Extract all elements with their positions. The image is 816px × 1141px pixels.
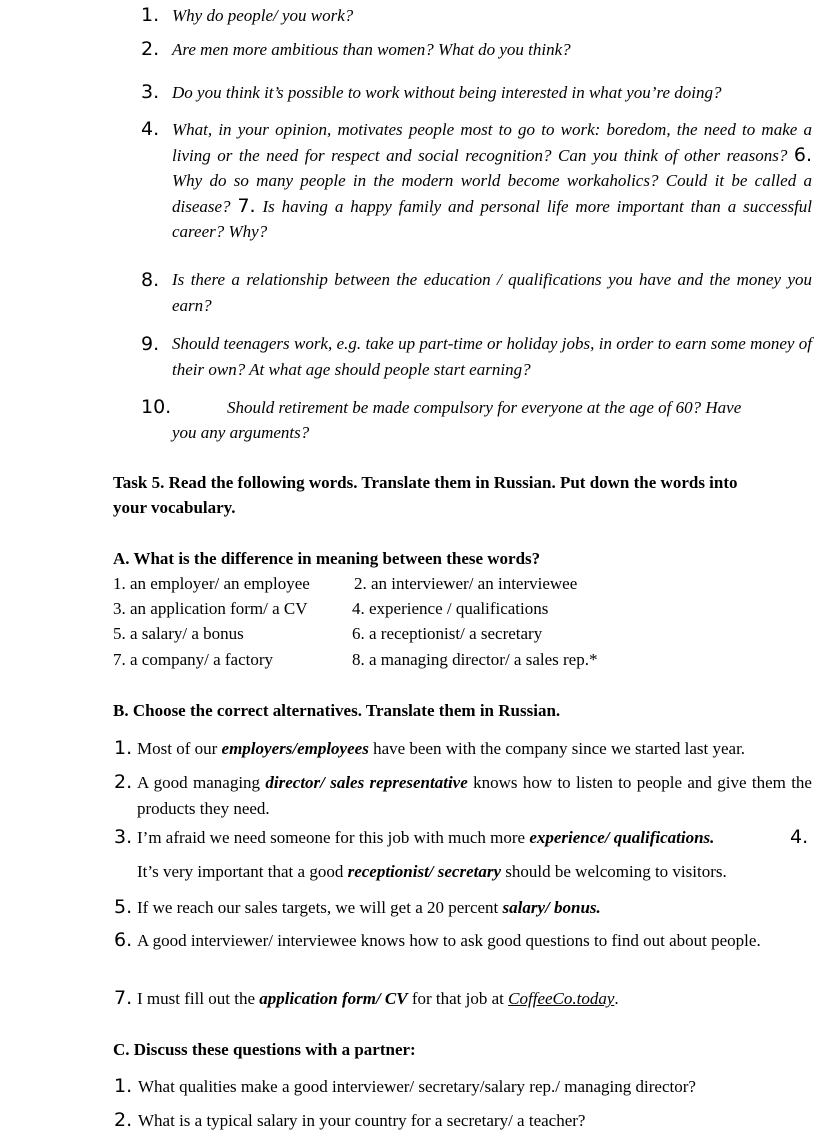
- choice-words: application form/ CV: [259, 989, 408, 1008]
- item-text: I’m afraid we need someone for this job with much more: [137, 828, 530, 847]
- task5-heading-cont: your vocabulary.: [113, 498, 236, 517]
- discussion-question: What qualities make a good interviewer/ secretary/salary rep./ managing director?: [138, 1077, 696, 1096]
- question-text: Should teenagers work, e.g. take up part-time or holiday jobs, in order to earn some money of their own? At what age should people start earning?: [172, 334, 812, 379]
- exercise-item: [137, 898, 601, 918]
- question-number: 1.: [141, 4, 160, 26]
- question-number: 6.: [793, 143, 813, 166]
- question-text: Do you think it’s possible to work without being interested in what you’re doing?: [172, 83, 722, 102]
- choice-words: experience/ qualifications.: [529, 828, 715, 847]
- item-number: 3.: [114, 826, 133, 848]
- item-number: 1.: [114, 737, 133, 759]
- question-number: 9.: [141, 333, 160, 355]
- item-text: .: [614, 989, 619, 1008]
- item-number: 6.: [114, 929, 133, 951]
- exercise-item: [137, 736, 812, 762]
- item-text: for that job at: [407, 989, 509, 1008]
- exercise-item: [137, 770, 812, 822]
- section-c-heading: C. Discuss these questions with a partner:: [113, 1040, 416, 1059]
- item-number: 4.: [790, 826, 809, 848]
- question-number: 7.: [237, 194, 256, 217]
- exercise-item: [137, 828, 714, 848]
- coffeeco-link[interactable]: CoffeeCo.today: [508, 989, 615, 1008]
- question-number: 10.: [141, 396, 172, 418]
- item-text: If we reach our sales targets, we will get a 20 percent: [137, 898, 503, 917]
- item-number: 5.: [114, 896, 133, 918]
- item-text: I must fill out the: [137, 989, 260, 1008]
- section-b-heading: B. Choose the correct alternatives. Translate them in Russian.: [113, 701, 561, 720]
- item-number: 1.: [114, 1075, 133, 1097]
- exercise-item: A good interviewer/ interviewee knows how to ask good questions to find out about people.: [137, 931, 761, 950]
- exercise-item: [137, 989, 619, 1009]
- question-number: 4.: [141, 118, 160, 140]
- question-number: 8.: [141, 269, 160, 291]
- word-pair: 3. an application form/ a CV: [113, 599, 308, 618]
- choice-words: employers/employees: [221, 739, 369, 758]
- question-number: 2.: [141, 38, 160, 60]
- question-text: Is having a happy family and personal life more important than a successful career? Why?: [172, 196, 813, 241]
- word-pair: 4. experience / qualifications: [352, 599, 549, 618]
- word-pair: 2. an interviewer/ an interviewee: [354, 574, 578, 593]
- choice-words: director/ sales representative: [265, 773, 468, 792]
- question-text: Should retirement be made compulsory for everyone at the age of 60? Have: [227, 398, 742, 417]
- question-text: Is there a relationship between the education / qualifications you have and the money you earn?: [172, 270, 812, 315]
- item-text: Most of our: [137, 739, 222, 758]
- discussion-question: What is a typical salary in your country for a secretary/ a teacher?: [138, 1111, 586, 1130]
- item-number: 2.: [114, 1109, 133, 1131]
- word-pair: 6. a receptionist/ a secretary: [352, 624, 543, 643]
- word-pair: 5. a salary/ a bonus: [113, 624, 244, 643]
- choice-words: salary/ bonus.: [502, 898, 601, 917]
- item-text: It’s very important that a good: [137, 862, 348, 881]
- question-text: Why do people/ you work?: [172, 6, 354, 25]
- word-pair: 7. a company/ a factory: [113, 650, 274, 669]
- item-text: A good managing: [137, 773, 266, 792]
- item-number: 2.: [114, 771, 133, 793]
- item-text: should be welcoming to visitors.: [501, 862, 727, 881]
- choice-words: receptionist/ secretary: [347, 862, 502, 881]
- question-block-4-7: [172, 117, 812, 252]
- question-text: you any arguments?: [172, 423, 310, 442]
- item-text: knows how to listen to people and give them the products they need.: [137, 773, 812, 818]
- section-a-heading: A. What is the difference in meaning between these words?: [113, 549, 541, 568]
- item-number: 7.: [114, 987, 133, 1009]
- question-number: 3.: [141, 81, 160, 103]
- exercise-item: [137, 862, 727, 882]
- question-text: What, in your opinion, motivates people most to go to work: boredom, the need to make a living or the need for respect and social recognition? Can you think of other reasons?: [172, 120, 812, 165]
- item-text: have been with the company since we started last year.: [368, 739, 746, 758]
- word-pair: 1. an employer/ an employee: [113, 574, 310, 593]
- question-text: Why do so many people in the modern world become workaholics? Could it be called a disease?: [172, 171, 812, 216]
- task5-heading: Task 5. Read the following words. Translate them in Russian. Put down the words into: [113, 473, 738, 492]
- question-text: Are men more ambitious than women? What do you think?: [172, 40, 571, 59]
- word-pair: 8. a managing director/ a sales rep.*: [352, 650, 598, 669]
